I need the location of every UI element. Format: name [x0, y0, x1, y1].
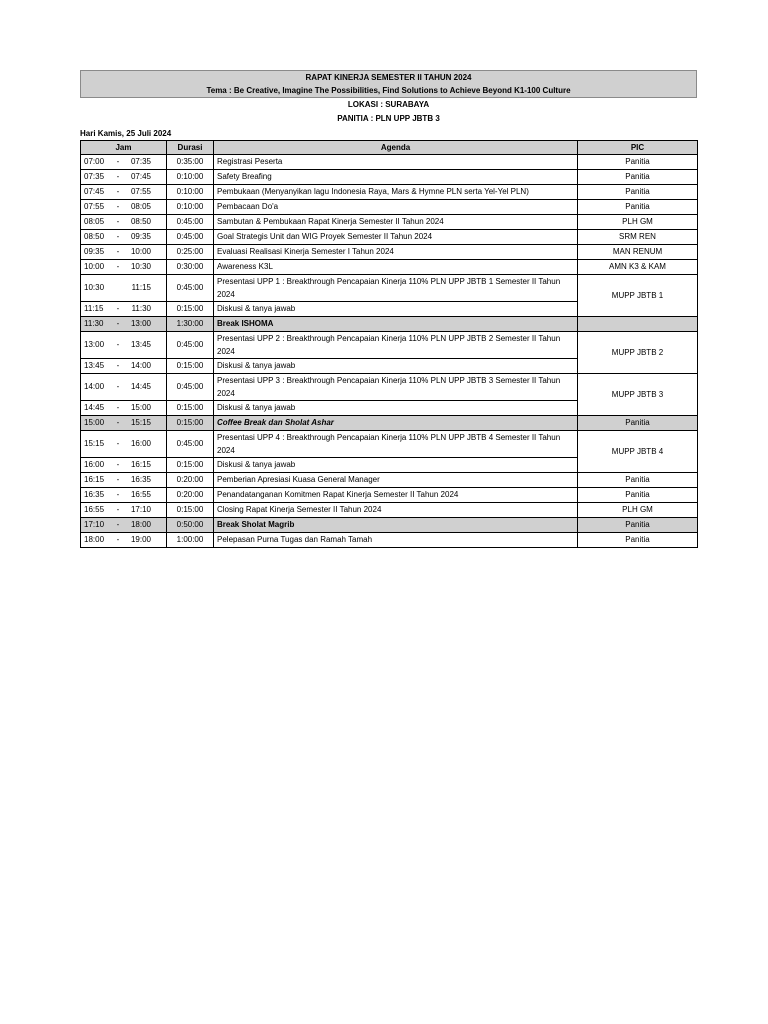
- start-time: 13:00: [84, 340, 105, 349]
- location-line: LOKASI : SURABAYA: [347, 100, 430, 109]
- agenda-cell: Diskusi & tanya jawab: [214, 401, 578, 416]
- duration-cell: 0:20:00: [167, 473, 214, 488]
- agenda-cell: Sambutan & Pembukaan Rapat Kinerja Semester II Tahun 2024: [214, 215, 578, 230]
- column-header-durasi: Durasi: [167, 141, 214, 155]
- end-time: 08:05: [130, 202, 151, 211]
- start-time: 15:00: [84, 418, 105, 427]
- agenda-cell: Break ISHOMA: [214, 317, 578, 332]
- pic-cell: Panitia: [578, 185, 698, 200]
- duration-cell: 0:10:00: [167, 200, 214, 215]
- time-separator: -: [116, 439, 120, 448]
- end-time: 15:00: [130, 403, 151, 412]
- start-time: 16:55: [84, 505, 105, 514]
- duration-cell: 0:45:00: [167, 431, 214, 458]
- duration-cell: 0:50:00: [167, 518, 214, 533]
- time-cell: [81, 185, 167, 200]
- time-cell: [81, 215, 167, 230]
- agenda-sheet: [80, 70, 697, 548]
- agenda-cell: Presentasi UPP 1 : Breakthrough Pencapaian Kinerja 110% PLN UPP JBTB 1 Semester II Tahun 2024: [214, 275, 578, 302]
- time-separator: -: [116, 187, 120, 196]
- table-row: [81, 416, 698, 431]
- pic-cell: MUPP JBTB 2: [578, 332, 698, 374]
- table-row: [81, 170, 698, 185]
- agenda-cell: Awareness K3L: [214, 260, 578, 275]
- time-separator: -: [116, 490, 120, 499]
- pic-cell: [578, 317, 698, 332]
- time-separator: -: [116, 247, 120, 256]
- agenda-cell: Goal Strategis Unit dan WIG Proyek Semester II Tahun 2024: [214, 230, 578, 245]
- pic-cell: PLH GM: [578, 215, 698, 230]
- agenda-cell: Pembukaan (Menyanyikan lagu Indonesia Raya, Mars & Hymne PLN serta Yel-Yel PLN): [214, 185, 578, 200]
- agenda-cell: Registrasi Peserta: [214, 155, 578, 170]
- start-time: 18:00: [84, 535, 105, 544]
- time-cell: [81, 503, 167, 518]
- duration-cell: 0:25:00: [167, 245, 214, 260]
- table-row: [81, 245, 698, 260]
- start-time: 08:05: [84, 217, 105, 226]
- event-theme: Tema : Be Creative, Imagine The Possibilities, Find Solutions to Achieve Beyond K1-100 Culture: [206, 86, 571, 95]
- pic-cell: Panitia: [578, 155, 698, 170]
- start-time: 16:15: [84, 475, 105, 484]
- end-time: 17:10: [130, 505, 151, 514]
- end-time: 07:45: [130, 172, 151, 181]
- start-time: 16:35: [84, 490, 105, 499]
- date-line: Hari Kamis, 25 Juli 2024: [80, 129, 172, 138]
- time-cell: [81, 302, 167, 317]
- start-time: 13:45: [84, 361, 105, 370]
- end-time: 16:55: [130, 490, 151, 499]
- time-separator: -: [116, 232, 120, 241]
- duration-cell: 0:15:00: [167, 503, 214, 518]
- start-time: 16:00: [84, 460, 105, 469]
- column-header-pic: PIC: [578, 141, 698, 155]
- start-time: 14:45: [84, 403, 105, 412]
- time-cell: [81, 401, 167, 416]
- start-time: 09:35: [84, 247, 105, 256]
- table-row: [81, 503, 698, 518]
- agenda-cell: Closing Rapat Kinerja Semester II Tahun 2024: [214, 503, 578, 518]
- time-separator: -: [116, 157, 120, 166]
- table-row: [81, 518, 698, 533]
- table-row: [81, 332, 698, 359]
- end-time: 16:00: [130, 439, 151, 448]
- time-cell: [81, 416, 167, 431]
- table-row: [81, 533, 698, 548]
- end-time: 08:50: [130, 217, 151, 226]
- agenda-cell: Pemberian Apresiasi Kuasa General Manager: [214, 473, 578, 488]
- end-time: 09:35: [130, 232, 151, 241]
- end-time: 15:15: [130, 418, 151, 427]
- duration-cell: 0:45:00: [167, 215, 214, 230]
- time-separator: -: [116, 262, 120, 271]
- time-separator: -: [116, 172, 120, 181]
- table-row: [81, 215, 698, 230]
- event-title: RAPAT KINERJA SEMESTER II TAHUN 2024: [305, 73, 472, 82]
- time-cell: [81, 230, 167, 245]
- pic-cell: Panitia: [578, 533, 698, 548]
- pic-cell: Panitia: [578, 170, 698, 185]
- end-time: 19:00: [130, 535, 151, 544]
- time-cell: [81, 332, 167, 359]
- agenda-cell: Diskusi & tanya jawab: [214, 458, 578, 473]
- start-time: 10:00: [84, 262, 105, 271]
- table-row: [81, 431, 698, 458]
- end-time: 16:35: [130, 475, 151, 484]
- duration-cell: 0:15:00: [167, 359, 214, 374]
- agenda-cell: Safety Breafing: [214, 170, 578, 185]
- duration-cell: 1:00:00: [167, 533, 214, 548]
- pic-cell: MUPP JBTB 3: [578, 374, 698, 416]
- column-header-agenda: Agenda: [214, 141, 578, 155]
- duration-cell: 1:30:00: [167, 317, 214, 332]
- start-time: 10:30: [84, 283, 105, 292]
- duration-cell: 0:45:00: [167, 374, 214, 401]
- pic-cell: MUPP JBTB 4: [578, 431, 698, 473]
- end-time: 07:35: [130, 157, 151, 166]
- end-time: 18:00: [130, 520, 151, 529]
- start-time: 14:00: [84, 382, 105, 391]
- title-banner: [80, 70, 697, 98]
- duration-cell: 0:45:00: [167, 332, 214, 359]
- agenda-cell: Penandatanganan Komitmen Rapat Kinerja Semester II Tahun 2024: [214, 488, 578, 503]
- duration-cell: 0:10:00: [167, 185, 214, 200]
- time-cell: [81, 260, 167, 275]
- pic-cell: Panitia: [578, 518, 698, 533]
- end-time: 10:30: [130, 262, 151, 271]
- duration-cell: 0:15:00: [167, 416, 214, 431]
- duration-cell: 0:30:00: [167, 260, 214, 275]
- agenda-cell: Diskusi & tanya jawab: [214, 302, 578, 317]
- time-separator: -: [116, 304, 120, 313]
- pic-cell: MUPP JBTB 1: [578, 275, 698, 317]
- end-time: 11:15: [131, 283, 151, 292]
- agenda-cell: Diskusi & tanya jawab: [214, 359, 578, 374]
- start-time: 07:00: [84, 157, 105, 166]
- pic-cell: Panitia: [578, 473, 698, 488]
- duration-cell: 0:35:00: [167, 155, 214, 170]
- start-time: 07:55: [84, 202, 105, 211]
- time-separator: -: [116, 535, 120, 544]
- start-time: 08:50: [84, 232, 105, 241]
- start-time: 15:15: [84, 439, 105, 448]
- agenda-cell: Presentasi UPP 2 : Breakthrough Pencapaian Kinerja 110% PLN UPP JBTB 2 Semester II Tahun 2024: [214, 332, 578, 359]
- duration-cell: 0:15:00: [167, 302, 214, 317]
- pic-cell: AMN K3 & KAM: [578, 260, 698, 275]
- time-cell: [81, 374, 167, 401]
- end-time: 11:30: [131, 304, 151, 313]
- time-separator: -: [116, 520, 120, 529]
- time-cell: [81, 431, 167, 458]
- time-separator: -: [116, 403, 120, 412]
- time-cell: [81, 359, 167, 374]
- agenda-cell: Presentasi UPP 3 : Breakthrough Pencapaian Kinerja 110% PLN UPP JBTB 3 Semester II Tahun 2024: [214, 374, 578, 401]
- time-separator: -: [116, 475, 120, 484]
- time-cell: [81, 245, 167, 260]
- duration-cell: 0:45:00: [167, 275, 214, 302]
- agenda-cell: Coffee Break dan Sholat Ashar: [214, 416, 578, 431]
- duration-cell: 0:15:00: [167, 401, 214, 416]
- end-time: 10:00: [130, 247, 151, 256]
- start-time: 07:45: [84, 187, 105, 196]
- time-separator: -: [116, 202, 120, 211]
- time-separator: -: [116, 319, 120, 328]
- start-time: 11:15: [84, 304, 104, 313]
- end-time: 14:45: [130, 382, 151, 391]
- agenda-cell: Pelepasan Purna Tugas dan Ramah Tamah: [214, 533, 578, 548]
- time-separator: -: [116, 505, 120, 514]
- time-cell: [81, 200, 167, 215]
- table-row: [81, 230, 698, 245]
- pic-cell: Panitia: [578, 200, 698, 215]
- agenda-cell: Break Sholat Magrib: [214, 518, 578, 533]
- table-header-row: [81, 141, 698, 155]
- time-cell: [81, 275, 167, 302]
- time-cell: [81, 488, 167, 503]
- table-row: [81, 374, 698, 401]
- time-separator: -: [116, 217, 120, 226]
- time-cell: [81, 458, 167, 473]
- pic-cell: Panitia: [578, 488, 698, 503]
- time-cell: [81, 170, 167, 185]
- pic-cell: MAN RENUM: [578, 245, 698, 260]
- end-time: 07:55: [130, 187, 151, 196]
- agenda-cell: Evaluasi Realisasi Kinerja Semester I Tahun 2024: [214, 245, 578, 260]
- committee-line: PANITIA : PLN UPP JBTB 3: [337, 114, 440, 123]
- agenda-cell: Pembacaan Do'a: [214, 200, 578, 215]
- time-cell: [81, 155, 167, 170]
- table-row: [81, 200, 698, 215]
- pic-cell: Panitia: [578, 416, 698, 431]
- start-time: 07:35: [84, 172, 105, 181]
- table-row: [81, 488, 698, 503]
- column-header-jam: Jam: [81, 141, 167, 155]
- start-time: 17:10: [84, 520, 105, 529]
- time-separator: -: [116, 340, 120, 349]
- end-time: 13:00: [130, 319, 151, 328]
- end-time: 16:15: [130, 460, 151, 469]
- table-row: [81, 155, 698, 170]
- time-separator: -: [116, 361, 120, 370]
- schedule-table: [80, 140, 698, 548]
- pic-cell: SRM REN: [578, 230, 698, 245]
- time-separator: -: [116, 382, 120, 391]
- time-separator: -: [116, 460, 120, 469]
- time-cell: [81, 533, 167, 548]
- time-cell: [81, 317, 167, 332]
- table-row: [81, 317, 698, 332]
- table-row: [81, 260, 698, 275]
- end-time: 13:45: [130, 340, 151, 349]
- start-time: 11:30: [84, 319, 104, 328]
- duration-cell: 0:45:00: [167, 230, 214, 245]
- schedule-body: [81, 155, 698, 548]
- time-separator: -: [116, 418, 120, 427]
- time-cell: [81, 518, 167, 533]
- table-row: [81, 275, 698, 302]
- pic-cell: PLH GM: [578, 503, 698, 518]
- end-time: 14:00: [130, 361, 151, 370]
- table-row: [81, 473, 698, 488]
- duration-cell: 0:15:00: [167, 458, 214, 473]
- table-row: [81, 185, 698, 200]
- agenda-cell: Presentasi UPP 4 : Breakthrough Pencapaian Kinerja 110% PLN UPP JBTB 4 Semester II Tahun 2024: [214, 431, 578, 458]
- duration-cell: 0:10:00: [167, 170, 214, 185]
- time-cell: [81, 473, 167, 488]
- duration-cell: 0:20:00: [167, 488, 214, 503]
